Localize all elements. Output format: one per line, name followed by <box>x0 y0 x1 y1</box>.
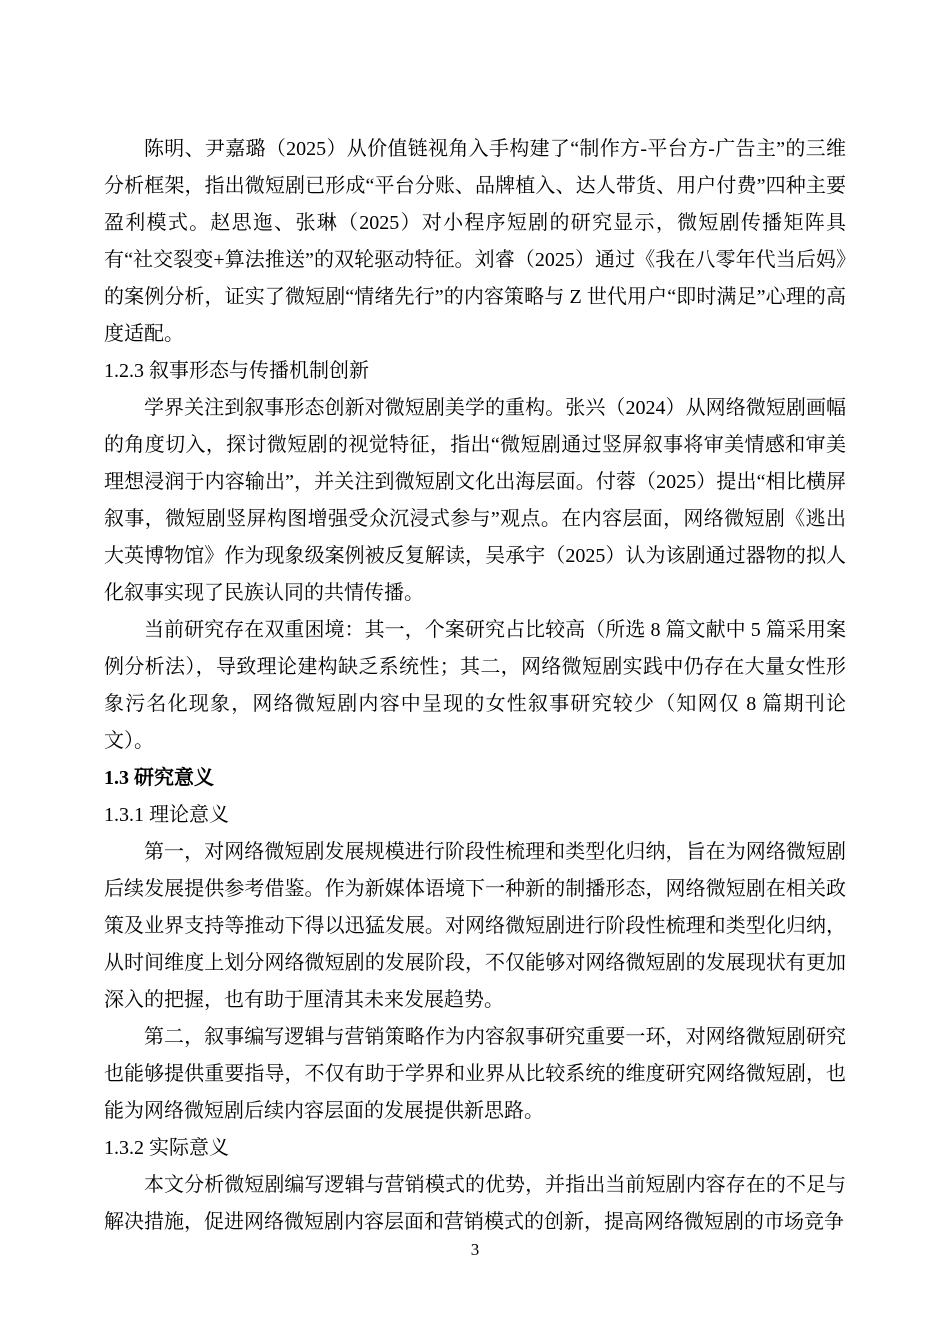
section-heading: 1.3.1 理论意义 <box>104 804 229 826</box>
body-paragraph: 当前研究存在双重困境：其一，个案研究占比较高（所选 8 篇文献中 5 篇采用案例分析法），导致理论建构缺乏系统性；其二，网络微短剧实践中仍存在大量女性形象污名化现象，网络微短剧内容中呈现的女性叙事研究较少（知网仅 8 篇期刊论文）。 <box>104 619 846 752</box>
document-content <box>104 131 846 1241</box>
body-paragraph: 学界关注到叙事形态创新对微短剧美学的重构。张兴（2024）从网络微短剧画幅的角度切入，探讨微短剧的视觉特征，指出“微短剧通过竖屏叙事将审美情感和审美理想浸润于内容输出”，并关注到微短剧文化出海层面。付蓉（2025）提出“相比横屏叙事，微短剧竖屏构图增强受众沉浸式参与”观点。在内容层面，网络微短剧《逃出大英博物馆》作为现象级案例被反复解读，吴承宇（2025）认为该剧通过器物的拟人化叙事实现了民族认同的共情传播。 <box>104 397 846 604</box>
body-paragraph: 陈明、尹嘉璐（2025）从价值链视角入手构建了“制作方-平台方-广告主”的三维分析框架，指出微短剧已形成“平台分账、品牌植入、达人带货、用户付费”四种主要盈利模式。赵思迤、张琳（2025）对小程序短剧的研究显示，微短剧传播矩阵具有“社交裂变+算法推送”的双轮驱动特征。刘睿（2025）通过《我在八零年代当后妈》的案例分析，证实了微短剧“情绪先行”的内容策略与 Z 世代用户“即时满足”心理的高度适配。 <box>104 138 846 345</box>
section-heading: 1.2.3 叙事形态与传播机制创新 <box>104 360 369 382</box>
body-paragraph: 第二，叙事编写逻辑与营销策略作为内容叙事研究重要一环，对网络微短剧研究也能够提供重要指导，不仅有助于学界和业界从比较系统的维度研究网络微短剧，也能为网络微短剧后续内容层面的发展提供新思路。 <box>104 1026 846 1122</box>
page-number: 3 <box>470 1240 480 1259</box>
section-heading: 1.3.2 实际意义 <box>104 1137 229 1159</box>
body-paragraph: 本文分析微短剧编写逻辑与营销模式的优势，并指出当前短剧内容存在的不足与解决措施，促进网络微短剧内容层面和营销模式的创新，提高网络微短剧的市场竞争 <box>104 1174 846 1233</box>
section-heading: 1.3 研究意义 <box>104 767 214 789</box>
body-paragraph: 第一，对网络微短剧发展规模进行阶段性梳理和类型化归纳，旨在为网络微短剧后续发展提供参考借鉴。作为新媒体语境下一种新的制播形态，网络微短剧在相关政策及业界支持等推动下得以迅猛发展。对网络微短剧进行阶段性梳理和类型化归纳，从时间维度上划分网络微短剧的发展阶段，不仅能够对网络微短剧的发展现状有更加深入的把握，也有助于厘清其未来发展趋势。 <box>104 841 846 1011</box>
